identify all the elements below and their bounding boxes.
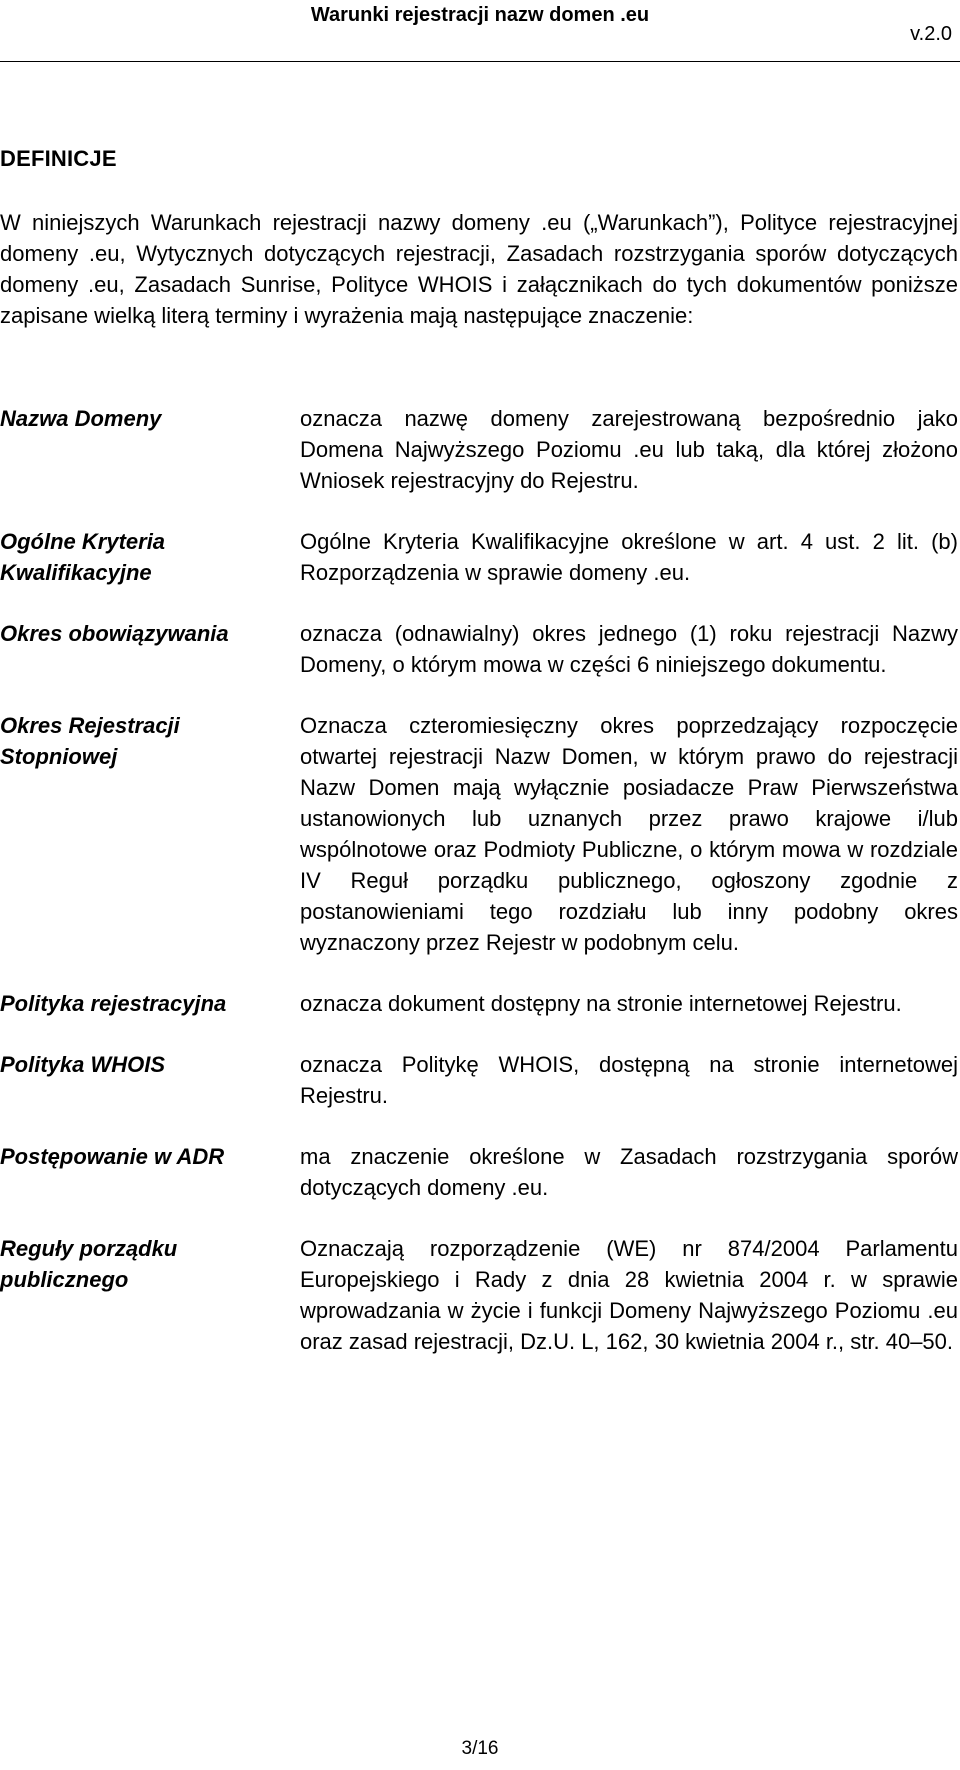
page-number: 3/16 — [461, 1738, 499, 1759]
document-title: Warunki rejestracji nazw domen .eu — [310, 4, 650, 26]
definition-row — [0, 1049, 960, 1111]
definition-description: oznacza (odnawialny) okres jednego (1) roku rejestracji Nazwy Domeny, o którym mowa w części 6 niniejszego dokumentu. — [300, 621, 958, 677]
page-header — [0, 0, 960, 62]
definition-term: Ogólne Kryteria Kwalifikacyjne — [0, 529, 166, 585]
definition-row — [0, 526, 960, 588]
definition-row — [0, 710, 960, 958]
definition-description: Oznaczają rozporządzenie (WE) nr 874/2004 Parlamentu Europejskiego i Rady z dnia 28 kwietnia 2004 r. w sprawie wprowadzania w życie i funkcji Domeny Najwyższego Poziomu .eu oraz zasad rejestracji, Dz.U. L, 162, 30 kwietnia 2004 r., str. 40–50. — [300, 1236, 958, 1354]
definition-description: Oznacza czteromiesięczny okres poprzedzający rozpoczęcie otwartej rejestracji Nazw Domen, w którym prawo do rejestracji Nazw Domen mają wyłącznie posiadacze Praw Pierwszeństwa ustanowionych lub uznanych przez prawo krajowe i/lub wspólnotowe oraz Podmioty Publiczne, o którym mowa w rozdziale IV Reguł porządku publicznego, ogłoszony zgodnie z postanowieniami tego rozdziału lub inny podobny okres wyznaczony przez Rejestr w podobnym celu. — [300, 713, 958, 955]
definition-description: oznacza dokument dostępny na stronie internetowej Rejestru. — [300, 991, 902, 1016]
definition-term: Okres Rejestracji Stopniowej — [0, 713, 180, 769]
section-title: DEFINICJE — [0, 146, 117, 171]
definition-term: Polityka rejestracyjna — [0, 991, 227, 1016]
definition-row — [0, 988, 960, 1019]
definition-row — [0, 403, 960, 496]
definition-row — [0, 618, 960, 680]
definition-term: Reguły porządku publicznego — [0, 1236, 178, 1292]
document-version: v.2.0 — [910, 23, 952, 45]
definition-description: oznacza Politykę WHOIS, dostępną na stronie internetowej Rejestru. — [300, 1052, 958, 1108]
definition-description: oznacza nazwę domeny zarejestrowaną bezpośrednio jako Domena Najwyższego Poziomu .eu lub taką, dla której złożono Wniosek rejestracyjny do Rejestru. — [300, 406, 958, 493]
definition-term: Nazwa Domeny — [0, 406, 162, 431]
definition-description: Ogólne Kryteria Kwalifikacyjne określone w art. 4 ust. 2 lit. (b) Rozporządzenia w sprawie domeny .eu. — [300, 529, 958, 585]
definition-term: Polityka WHOIS — [0, 1052, 166, 1077]
definition-row — [0, 1141, 960, 1203]
definition-description: ma znaczenie określone w Zasadach rozstrzygania sporów dotyczących domeny .eu. — [300, 1144, 958, 1200]
intro-paragraph: W niniejszych Warunkach rejestracji nazwy domeny .eu („Warunkach”), Polityce rejestracyjnej domeny .eu, Wytycznych dotyczących rejestracji, Zasadach rozstrzygania sporów dotyczących domeny .eu, Zasadach Sunrise, Polityce WHOIS i załącznikach do tych dokumentów poniższe zapisane wielką literą terminy i wyrażenia mają następujące znaczenie: — [0, 210, 958, 328]
definition-row — [0, 1233, 960, 1357]
definitions-list — [0, 403, 960, 1387]
header-divider — [0, 61, 960, 62]
definition-term: Postępowanie w ADR — [0, 1144, 225, 1169]
definition-term: Okres obowiązywania — [0, 621, 229, 646]
